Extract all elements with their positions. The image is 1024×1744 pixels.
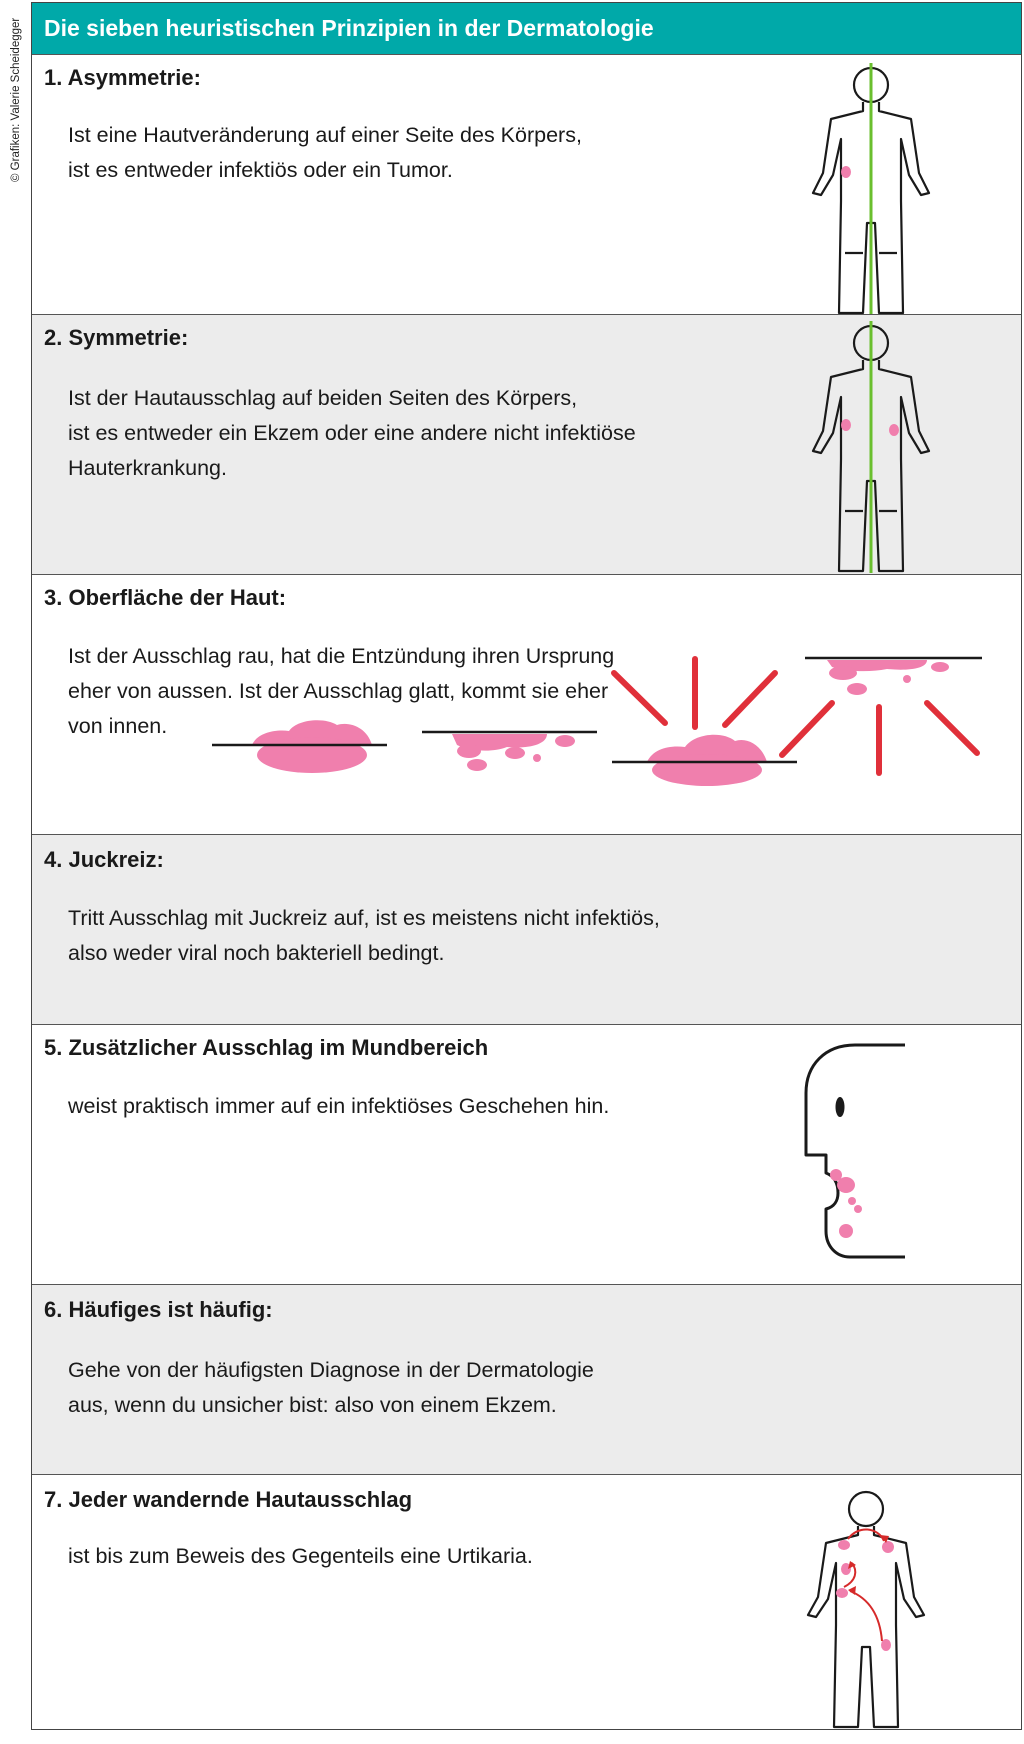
- principle-4-section: [32, 834, 1021, 1024]
- rough-rash-surface: [422, 732, 597, 771]
- text-line: ist es entweder ein Ekzem oder eine andere nicht infektiöse: [68, 421, 636, 445]
- infographic-frame: [31, 2, 1022, 1730]
- surface-with-rays-from-inside: [782, 658, 982, 773]
- text-line: also weder viral noch bakteriell bedingt.: [68, 941, 445, 965]
- smooth-rash-bump: [212, 720, 387, 773]
- principle-1-text: [68, 118, 582, 188]
- principle-6-section: [32, 1284, 1021, 1474]
- body-migrating-rash-icon: [796, 1487, 936, 1727]
- skin-surface-icon: [207, 655, 1007, 805]
- text-line: ist bis zum Beweis des Gegenteils eine Urtikaria.: [68, 1544, 533, 1568]
- text-line: Hauterkrankung.: [68, 456, 227, 480]
- principle-1-section: [32, 54, 1021, 314]
- body-asymmetric-icon: [801, 63, 941, 313]
- image-credit: © Grafiken: Valerie Scheidegger: [10, 17, 22, 182]
- text-line: Ist eine Hautveränderung auf einer Seite des Körpers,: [68, 123, 582, 147]
- principle-5-title: 5. Zusätzlicher Ausschlag im Mundbereich: [44, 1035, 489, 1060]
- principle-2-title: 2. Symmetrie:: [44, 325, 189, 350]
- text-line: ist es entweder infektiös oder ein Tumor.: [68, 158, 453, 182]
- body-symmetric-icon: [801, 321, 941, 571]
- text-line: aus, wenn du unsicher bist: also von einem Ekzem.: [68, 1393, 557, 1417]
- principle-1-title: 1. Asymmetrie:: [44, 65, 201, 90]
- text-line: eher von aussen. Ist der Ausschlag glatt, kommt sie eher: [68, 679, 609, 703]
- text-line: Tritt Ausschlag mit Juckreiz auf, ist es meistens nicht infektiös,: [68, 906, 660, 930]
- principle-5-text: [68, 1089, 609, 1124]
- principle-6-text: [68, 1353, 594, 1423]
- bump-with-rays: [612, 659, 797, 786]
- principle-7-section: [32, 1474, 1021, 1730]
- principle-4-text: [68, 901, 660, 971]
- principle-3-section: [32, 574, 1021, 834]
- principle-6-title: 6. Häufiges ist häufig:: [44, 1297, 273, 1322]
- face-profile-icon: [800, 1043, 930, 1263]
- page-title: Die sieben heuristischen Prinzipien in der Dermatologie: [32, 3, 1021, 54]
- text-line: Ist der Ausschlag rau, hat die Entzündung ihren Ursprung: [68, 644, 615, 668]
- text-line: Ist der Hautausschlag auf beiden Seiten des Körpers,: [68, 386, 578, 410]
- principle-2-section: [32, 314, 1021, 574]
- principle-7-text: [68, 1539, 533, 1574]
- text-line: Gehe von der häufigsten Diagnose in der Dermatologie: [68, 1358, 594, 1382]
- principle-5-section: [32, 1024, 1021, 1284]
- principle-4-title: 4. Juckreiz:: [44, 847, 164, 872]
- principle-7-title: 7. Jeder wandernde Hautausschlag: [44, 1487, 413, 1512]
- text-line: von innen.: [68, 714, 168, 738]
- principle-3-title: 3. Oberfläche der Haut:: [44, 585, 287, 610]
- principle-2-text: [68, 381, 636, 486]
- text-line: weist praktisch immer auf ein infektiöses Geschehen hin.: [68, 1094, 610, 1118]
